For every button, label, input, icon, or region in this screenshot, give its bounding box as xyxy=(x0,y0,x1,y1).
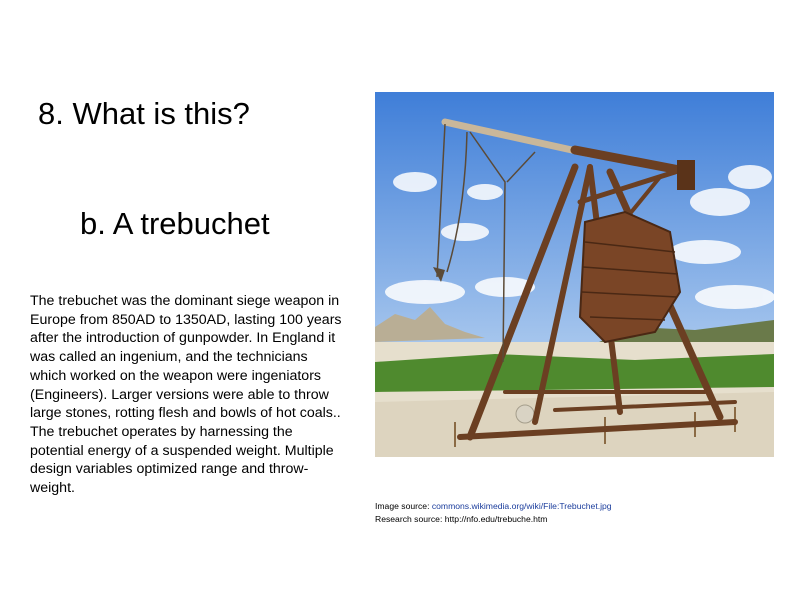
description-text xyxy=(30,292,342,498)
source-credits xyxy=(375,500,612,526)
image-source-line xyxy=(375,500,612,513)
image-source-label: Image source: xyxy=(375,501,432,511)
question-heading: 8. What is this? xyxy=(38,96,250,131)
image-source-link[interactable]: commons.wikimedia.org/wiki/File:Trebuchet.jpg xyxy=(431,501,612,511)
trebuchet-photo xyxy=(375,92,774,457)
answer-heading: b. A trebuchet xyxy=(80,206,270,241)
paragraph-history: The trebuchet was the dominant siege weapon in Europe from 850AD to 1350AD, lasting 100 years after the introduction of gunpowder. In England it was called an ingenium, and the technicians which worked on the weapon were ingeniators (Engineers). Larger versions were able to throw large stones, rotting flesh and bowls of hot coals.. xyxy=(30,293,342,422)
paragraph-mechanics: The trebuchet operates by harnessing the potential energy of a suspended weight. Multiple design variables optimized range and throw-weight. xyxy=(30,423,334,497)
trebuchet-illustration xyxy=(375,92,774,457)
research-source-line: Research source: http://nfo.edu/trebuche.htm xyxy=(375,514,548,524)
